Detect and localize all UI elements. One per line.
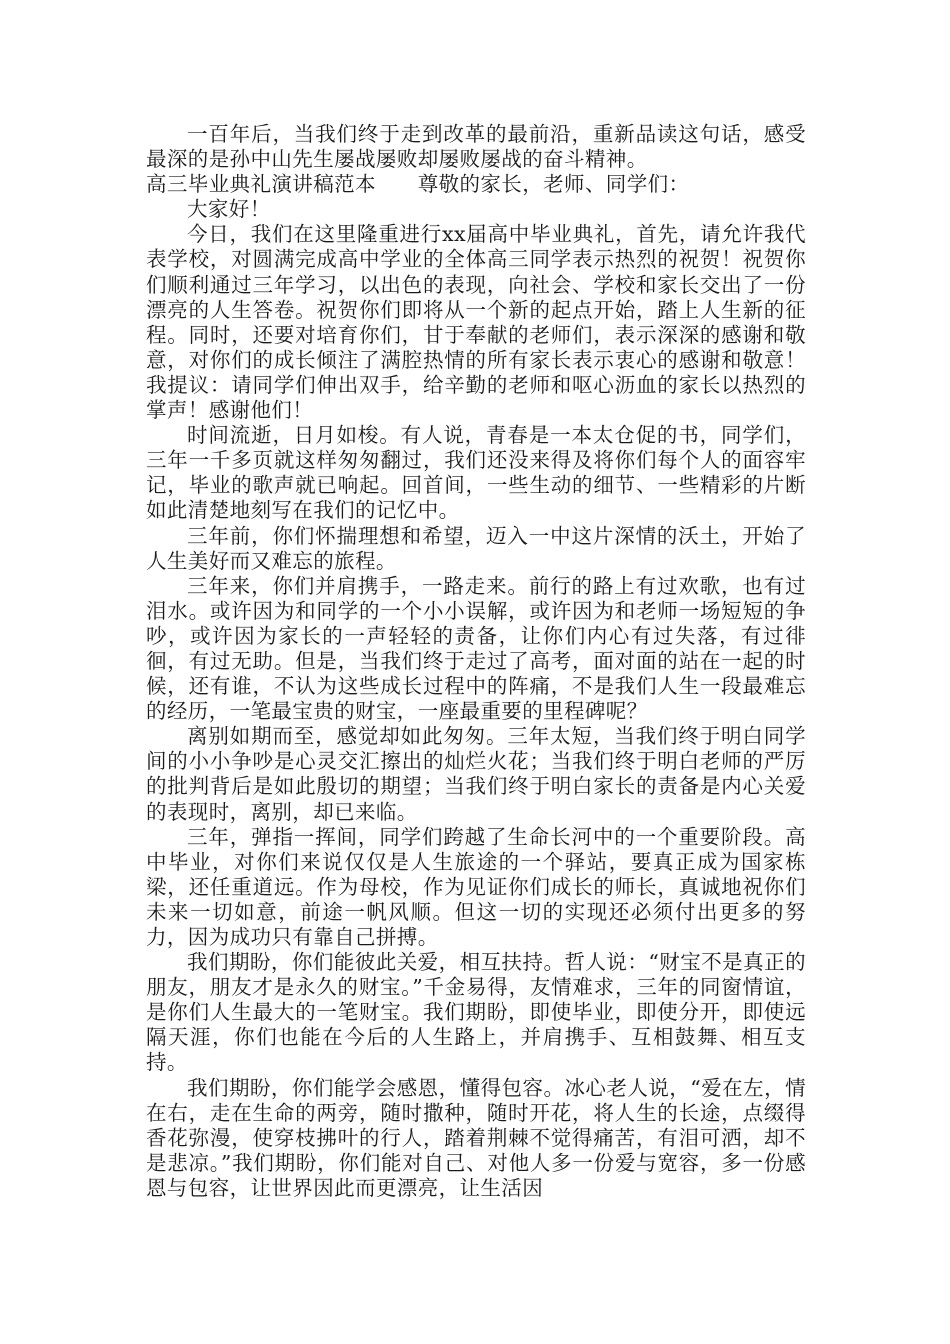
paragraph-milestone: 三年，弹指一挥间，同学们跨越了生命长河中的一个重要阶段。高中毕业，对你们来说仅仅是人生旅途的一个驿站，要真正成为国家栋梁，还任重道远。作为母校，作为见证你们成长的师长，真诚地祝你们未来一切如意，前途一帆风顺。但这一切的实现还必须付出更多的努力，因为成功只有靠自己拼搏。: [146, 824, 806, 949]
paragraph-three-years-ago: 三年前，你们怀揣理想和希望，迈入一中这片深情的沃土，开始了人生美好而又难忘的旅程。: [146, 523, 806, 573]
paragraph-greeting: 大家好！: [187, 197, 271, 222]
document-title-and-salutation: 高三毕业典礼演讲稿范本 尊敬的家长，老师、同学们：: [146, 172, 690, 197]
paragraph-parting: 离别如期而至，感觉却如此匆匆。三年太短，当我们终于明白同学间的小小争吵是心灵交汇擦出的灿烂火花；当我们终于明白老师的严厉的批判背后是如此殷切的期望；当我们终于明白家长的责备是内心关爱的表现时，离别，却已来临。: [146, 724, 806, 824]
paragraph-friendship: 我们期盼，你们能彼此关爱，相互扶持。哲人说：“财宝不是真正的朋友，朋友才是永久的财宝。”千金易得，友情难求，三年的同窗情谊，是你们人生最大的一笔财宝。我们期盼，即使毕业，即使分开，即使远隔天涯，你们也能在今后的人生路上，并肩携手、互相鼓舞、相互支持。: [146, 950, 806, 1075]
document-body: [146, 122, 806, 1201]
paragraph-congratulations: 今日，我们在这里隆重进行xx届高中毕业典礼，首先，请允许我代表学校，对圆满完成高中学业的全体高三同学表示热烈的祝贺！祝贺你们顺利通过三年学习，以出色的表现，向社会、学校和家长交出了一份漂亮的人生答卷。祝贺你们即将从一个新的起点开始，踏上人生新的征程。同时，还要对培育你们，甘于奉献的老师们，表示深深的感谢和敬意，对你们的成长倾注了满腔热情的所有家长表示衷心的感谢和敬意！我提议：请同学们伸出双手，给辛勤的老师和呕心沥血的家长以热烈的掌声！感谢他们！: [146, 222, 806, 423]
paragraph-gratitude: 我们期盼，你们能学会感恩，懂得包容。冰心老人说，“爱在左，情在右，走在生命的两旁，随时撒种，随时开花，将人生的长途，点缀得香花弥漫，使穿枝拂叶的行人，踏着荆棘不觉得痛苦，有泪可洒，却不是悲凉。”我们期盼，你们能对自己、对他人多一份爱与宽容，多一份感恩与包容，让世界因此而更漂亮，让生活因: [146, 1075, 806, 1200]
paragraph-time-flies: 时间流逝，日月如梭。有人说，青春是一本太仓促的书，同学们，三年一千多页就这样匆匆翻过，我们还没来得及将你们每个人的面容牢记，毕业的歌声就已响起。回首间，一些生动的细节、一些精彩的片断如此清楚地刻写在我们的记忆中。: [146, 423, 806, 523]
paragraph-three-years: 三年来，你们并肩携手，一路走来。前行的路上有过欢歌，也有过泪水。或许因为和同学的一个小小误解，或许因为和老师一场短短的争吵，或许因为家长的一声轻轻的责备，让你们内心有过失落，有过徘徊，有过无助。但是，当我们终于走过了高考，面对面的站在一起的时候，还有谁，不认为这些成长过程中的阵痛，不是我们人生一段最难忘的经历，一笔最宝贵的财宝，一座最重要的里程碑呢？: [146, 573, 806, 724]
paragraph-intro: 一百年后，当我们终于走到改革的最前沿，重新品读这句话，感受最深的是孙中山先生屡战屡败却屡败屡战的奋斗精神。: [146, 122, 806, 172]
